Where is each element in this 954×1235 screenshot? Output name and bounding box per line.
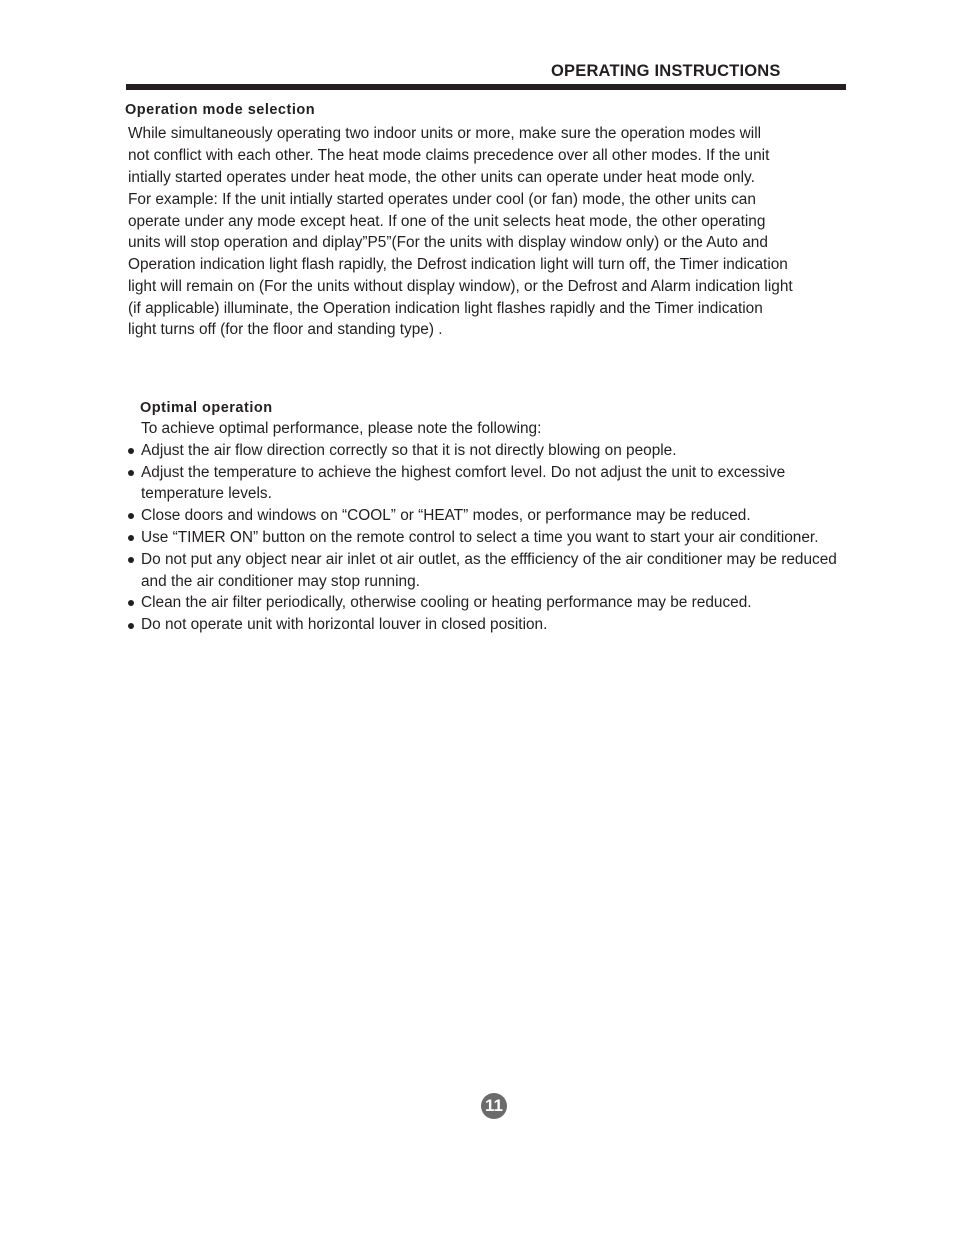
bullet-dot bbox=[128, 448, 134, 454]
paragraph-line: While simultaneously operating two indoor units or more, make sure the operation modes will bbox=[128, 125, 762, 142]
paragraph-line: units will stop operation and diplay”P5”(For the units with display window only) or the Auto and bbox=[128, 234, 768, 251]
header-rule bbox=[126, 84, 846, 90]
optimal-operation-heading: Optimal operation bbox=[140, 400, 273, 416]
paragraph-line: For example: If the unit intially started operates under cool (or fan) mode, the other units can bbox=[128, 191, 756, 208]
bullet-dot bbox=[128, 557, 134, 563]
list-item-text: Adjust the temperature to achieve the highest comfort level. Do not adjust the unit to excessive bbox=[141, 464, 786, 481]
list-item-text: Adjust the air flow direction correctly so that it is not directly blowing on people. bbox=[141, 442, 677, 459]
list-item-text: Close doors and windows on “COOL” or “HEAT” modes, or performance may be reduced. bbox=[141, 507, 751, 524]
bullet-dot bbox=[128, 470, 134, 476]
paragraph-line: operate under any mode except heat. If one of the unit selects heat mode, the other operating bbox=[128, 213, 766, 230]
bullet-dot bbox=[128, 513, 134, 519]
paragraph-line: (if applicable) illuminate, the Operation indication light flashes rapidly and the Timer indication bbox=[128, 300, 763, 317]
list-item-text: temperature levels. bbox=[141, 485, 272, 502]
list-item-text: Clean the air filter periodically, otherwise cooling or heating performance may be reduced. bbox=[141, 594, 752, 611]
page-title: OPERATING INSTRUCTIONS bbox=[551, 62, 781, 80]
bullet-dot bbox=[128, 623, 134, 629]
paragraph-line: intially started operates under heat mode, the other units can operate under heat mode only. bbox=[128, 169, 755, 186]
bullet-dot bbox=[128, 600, 134, 606]
list-item-text: and the air conditioner may stop running. bbox=[141, 573, 420, 590]
paragraph-line: light will remain on (For the units without display window), or the Defrost and Alarm indication light bbox=[128, 278, 793, 295]
list-item-text: Do not put any object near air inlet ot air outlet, as the effficiency of the air conditioner may be reduced bbox=[141, 551, 837, 568]
paragraph-line: Operation indication light flash rapidly, the Defrost indication light will turn off, the Timer indication bbox=[128, 256, 788, 273]
bullet-dot bbox=[128, 535, 134, 541]
paragraph-line: light turns off (for the floor and standing type) . bbox=[128, 321, 443, 338]
list-item-text: Use “TIMER ON” button on the remote control to select a time you want to start your air conditioner. bbox=[141, 529, 819, 546]
list-item-text: Do not operate unit with horizontal louver in closed position. bbox=[141, 616, 548, 633]
optimal-intro: To achieve optimal performance, please note the following: bbox=[141, 420, 542, 437]
page-number-badge: 11 bbox=[481, 1093, 507, 1119]
operation-mode-heading: Operation mode selection bbox=[125, 102, 316, 118]
paragraph-line: not conflict with each other. The heat mode claims precedence over all other modes. If the unit bbox=[128, 147, 770, 164]
